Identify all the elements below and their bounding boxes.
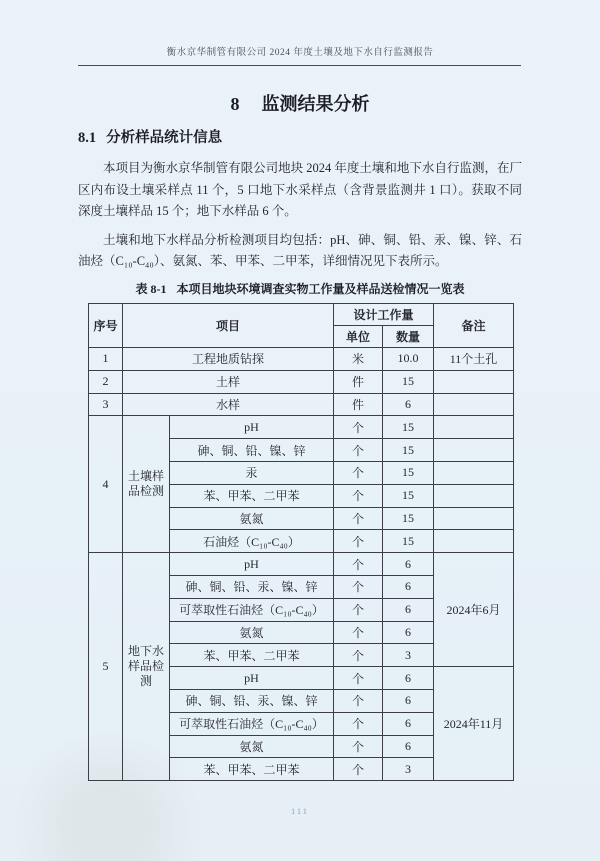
header-cell-remark: 备注	[434, 304, 514, 348]
cell-unit: 个	[334, 598, 383, 621]
page-number: 111	[290, 806, 310, 816]
header-cell-no: 序号	[89, 304, 123, 348]
cell-quantity: 6	[383, 667, 434, 690]
table-row	[89, 348, 514, 371]
table-caption-text: 本项目地块环境调查实物工作量及样品送检情况一览表	[176, 282, 465, 296]
cell-item: 汞	[170, 461, 334, 484]
cell-unit: 米	[334, 348, 383, 371]
cell-unit: 个	[334, 575, 383, 598]
cell-category: 土壤样品检测	[123, 416, 170, 553]
cell-item: 砷、铜、铅、汞、镍、锌	[170, 575, 334, 598]
cell-remark	[434, 484, 514, 507]
cell-no: 4	[89, 416, 123, 553]
cell-quantity: 15	[383, 416, 434, 439]
cell-item: 氨氮	[170, 735, 334, 758]
chapter-title-text: 监测结果分析	[261, 94, 370, 114]
table-row	[89, 370, 514, 393]
cell-quantity: 15	[383, 439, 434, 462]
running-header: 衡水京华制管有限公司 2024 年度土壤及地下水自行监测报告	[166, 48, 434, 58]
cell-item: pH	[170, 667, 334, 690]
cell-remark	[434, 439, 514, 462]
cell-remark	[434, 507, 514, 530]
cell-item: 工程地质钻探	[123, 348, 334, 371]
cell-quantity: 6	[383, 712, 434, 735]
cell-item: 砷、铜、铅、汞、镍、锌	[170, 689, 334, 712]
cell-item: 氨氮	[170, 621, 334, 644]
cell-quantity: 15	[383, 530, 434, 553]
chapter-number: 8	[230, 94, 240, 114]
cell-quantity: 15	[383, 370, 434, 393]
cell-unit: 件	[334, 370, 383, 393]
cell-unit: 个	[334, 461, 383, 484]
cell-remark	[434, 530, 514, 553]
header-cell-unit: 单位	[334, 326, 383, 348]
cell-quantity: 6	[383, 575, 434, 598]
cell-quantity: 6	[383, 689, 434, 712]
cell-unit: 个	[334, 439, 383, 462]
cell-unit: 个	[334, 758, 383, 781]
cell-remark	[434, 461, 514, 484]
cell-quantity: 15	[383, 461, 434, 484]
cell-unit: 个	[334, 644, 383, 667]
cell-item: 苯、甲苯、二甲苯	[170, 644, 334, 667]
cell-quantity: 6	[383, 393, 434, 416]
cell-item: pH	[170, 416, 334, 439]
table-row	[89, 416, 514, 439]
cell-item: 石油烃（C₁₀-C₄₀）	[170, 530, 334, 553]
table-row	[89, 553, 514, 576]
table-row	[89, 393, 514, 416]
cell-remark	[434, 416, 514, 439]
cell-remark: 11个土孔	[434, 348, 514, 371]
cell-item: 可萃取性石油烃（C₁₀-C₄₀）	[170, 712, 334, 735]
header-divider	[78, 65, 521, 66]
cell-quantity: 6	[383, 598, 434, 621]
cell-item: 苯、甲苯、二甲苯	[170, 484, 334, 507]
header-cell-design-workload: 设计工作量	[334, 304, 434, 326]
cell-quantity: 15	[383, 484, 434, 507]
cell-item: pH	[170, 553, 334, 576]
paragraph-1: 本项目为衡水京华制管有限公司地块 2024 年度土壤和地下水自行监测，在厂区内布设土壤采样点 11 个，5 口地下水采样点（含背景监测井 1 口）。获取不同深度土壤样品 15 个；地下水样品 6 个。	[78, 161, 522, 218]
cell-unit: 个	[334, 621, 383, 644]
cell-no: 1	[89, 348, 123, 371]
table-caption	[0, 280, 600, 297]
cell-quantity: 15	[383, 507, 434, 530]
cell-unit: 个	[334, 553, 383, 576]
table-caption-label: 表 8-1	[135, 282, 167, 296]
cell-item: 苯、甲苯、二甲苯	[170, 758, 334, 781]
cell-quantity: 6	[383, 553, 434, 576]
cell-quantity: 3	[383, 644, 434, 667]
cell-quantity: 6	[383, 621, 434, 644]
table-header-row	[89, 304, 514, 326]
cell-unit: 个	[334, 416, 383, 439]
cell-no: 5	[89, 553, 123, 781]
section-title-text: 分析样品统计信息	[106, 130, 223, 146]
cell-item: 氨氮	[170, 507, 334, 530]
cell-unit: 个	[334, 484, 383, 507]
header-cell-quantity: 数量	[383, 326, 434, 348]
cell-unit: 个	[334, 689, 383, 712]
cell-remark: 2024年6月	[434, 553, 514, 667]
cell-no: 2	[89, 370, 123, 393]
section-title	[78, 126, 222, 147]
chapter-title	[0, 90, 600, 116]
cell-quantity: 6	[383, 735, 434, 758]
cell-remark: 2024年11月	[434, 667, 514, 781]
cell-unit: 个	[334, 712, 383, 735]
cell-quantity: 10.0	[383, 348, 434, 371]
cell-unit: 件	[334, 393, 383, 416]
cell-no: 3	[89, 393, 123, 416]
cell-item: 砷、铜、铅、镍、锌	[170, 439, 334, 462]
cell-category: 地下水样品检测	[123, 553, 170, 781]
workload-table	[88, 303, 514, 781]
cell-item: 土样	[123, 370, 334, 393]
cell-quantity: 3	[383, 758, 434, 781]
cell-unit: 个	[334, 530, 383, 553]
paragraph-2: 土壤和地下水样品分析检测项目均包括：pH、砷、铜、铅、汞、镍、锌、石油烃（C₁₀-C₄₀）、氨氮、苯、甲苯、二甲苯，详细情况见下表所示。	[78, 232, 522, 268]
cell-remark	[434, 393, 514, 416]
body-text	[78, 158, 522, 280]
header-cell-item: 项目	[123, 304, 334, 348]
cell-item: 水样	[123, 393, 334, 416]
section-number: 8.1	[78, 130, 97, 146]
cell-remark	[434, 370, 514, 393]
cell-item: 可萃取性石油烃（C₁₀-C₄₀）	[170, 598, 334, 621]
cell-unit: 个	[334, 667, 383, 690]
cell-unit: 个	[334, 507, 383, 530]
cell-unit: 个	[334, 735, 383, 758]
